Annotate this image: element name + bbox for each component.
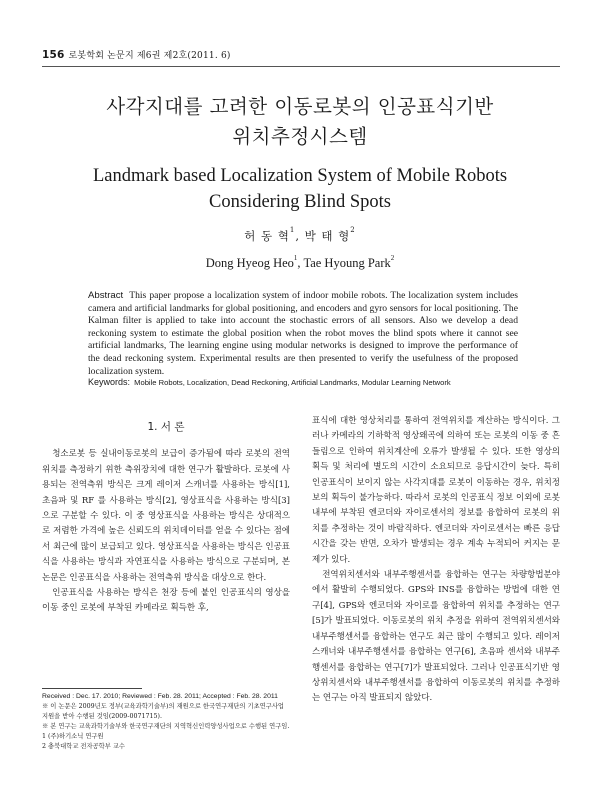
running-header [42, 48, 231, 61]
funding-note-1: ※ 이 논문은 2009년도 정부(교육과학기술부)의 재원으로 한국연구재단의 기초연구사업 지원을 받아 수행된 것임(2009-0071715). [42, 703, 284, 720]
korean-title [0, 92, 600, 152]
affiliation-2: 2 충북대학교 전자공학부 교수 [42, 743, 126, 750]
author-1-en-affil: 1 [293, 254, 298, 262]
paragraph: 전역위치센서와 내부주행센서를 융합하는 연구는 차량항법분야에서 활발히 수행되었다. GPS와 INS를 융합하는 방법에 대한 연구[4], GPS와 엔코더와 자이로를 융합하여 위치를 추정하는 연구[5]가 발표되었다. 이동로봇의 위치 추정을 위하여 전역위치센서와 내부주행센서를 융합하는 연구도 최근 많이 수행되고 있다. 레이저스캐너와 내부주행센서를 융합하는 연구[6], 초음파 센서와 내부주행센서를 융합하는 연구[7]가 발표되었다. 그러나 인공표식기반 영상위치센서와 내부주행센서를 융합하여 이동로봇의 위치를 추정하는 연구는 아직 발표되지 않았다. [312, 570, 560, 704]
english-title-line-1: Landmark based Localization System of Mobile Robots [92, 166, 508, 186]
paragraph: 인공표식을 사용하는 방식은 천장 등에 붙인 인공표식의 영상을 이동 중인 로봇에 부착된 카메라로 획득한 후, [42, 588, 290, 614]
abstract [88, 290, 518, 378]
author-2-ko-affil: 2 [350, 226, 356, 234]
received-dates: Received : Dec. 17. 2010; Reviewed : Feb. 28. 2011; Accepted : Feb. 28. 2011 [42, 693, 278, 700]
footnote-rule [42, 688, 142, 689]
author-2-ko: 박 태 형 [304, 229, 351, 243]
paragraph: 표식에 대한 영상처리를 통하여 전역위치를 계산하는 방식이다. 그러나 카메라의 기하학적 영상왜곡에 의하여 또는 로봇의 이동 중 흔들림으로 인하여 위치계산에 오류가 발생될 수 있다. 또한 영상의 획득 및 처리에 별도의 시간이 소요되므로 응답시간이 늦다. 특히 인공표식이 보이지 않는 사각지대를 로봇이 이동하는 경우, 위치정보의 획득이 불가능하다. 따라서 로봇의 인공표식 정보 이외에 로봇 내부에 부착된 엔코더와 자이로센서의 정보를 융합하여 로봇의 위치를 추정하는 것이 바람직하다. 엔코더와 자이로센서는 빠른 응답시간을 갖는 반면, 오차가 발생되는 경우 계속 누적되어 커지는 문제가 있다. [312, 416, 560, 565]
page-number: 156 [42, 49, 65, 61]
author-2-en-affil: 2 [390, 254, 395, 262]
korean-title-line-1: 사각지대를 고려한 이동로봇의 인공표식기반 [106, 95, 494, 118]
korean-authors [0, 228, 600, 244]
author-1-en: Dong Hyeog Heo [205, 256, 294, 270]
keywords [88, 377, 528, 387]
abstract-text: This paper propose a localization system of indoor mobile robots. The localization system includes camera and artificial landmarks for global positioning, and encoders and gyro sensors for local positioning. The Kalman filter is applied to take into account the stochastic errors of all sensors. Also we develop a dead reckoning system to estimate the global position when the robot moves the blind spots where it cannot see artificial landmarks, The learning engine using modular networks is designed to improve the performance of the dead reckoning system. Experimental results are then presented to verify the usefulness of the proposed localization system. [88, 290, 518, 377]
funding-note-2: ※ 본 연구는 교육과학기술부와 한국연구재단의 지역혁신인력양성사업으로 수행된 연구임. [42, 723, 290, 730]
english-title-line-2: Considering Blind Spots [209, 192, 391, 212]
abstract-label: Abstract [88, 290, 124, 301]
footnotes [42, 692, 292, 752]
journal-name: 로봇학회 논문지 제6권 제2호(2011. 6) [68, 51, 231, 61]
author-1-ko-affil: 1 [289, 226, 296, 234]
keywords-text: Mobile Robots, Localization, Dead Reckoning, Artificial Landmarks, Modular Learning Network [134, 378, 451, 387]
keywords-label: Keywords: [88, 377, 131, 387]
english-authors [0, 256, 600, 271]
affiliation-1: 1 (주)하기소닉 연구원 [42, 733, 104, 740]
author-2-en: Tae Hyoung Park [303, 256, 391, 270]
right-column [312, 414, 560, 707]
paragraph: 청소로봇 등 실내이동로봇의 보급이 증가됨에 따라 로봇의 전역위치를 측정하기 위한 측위장치에 대한 연구가 활발하다. 로봇에 사용되는 전역측위 방식은 크게 레이저 스캐너를 사용하는 방식[1], 초음파 및 RF 를 사용하는 방식[2], 영상표식을 사용하는 방식[3]으로 구분할 수 있다. 이 중 영상표식을 사용하는 방식은 상대적으로 저렴한 가격에 높은 신뢰도의 위치데이터를 얻을 수 있다는 점에서 최근에 많이 보급되고 있다. 영상표식을 사용하는 방식은 인공표식을 사용하는 방식과 자연표식을 사용하는 방식으로 구분되며, 본 논문은 인공표식을 사용하는 전역측위 방식을 대상으로 한다. [42, 449, 290, 583]
left-column [42, 414, 290, 617]
section-title: 1. 서 론 [147, 421, 185, 433]
author-separator: , [297, 256, 304, 270]
header-rule [42, 66, 560, 67]
author-1-ko: 허 동 혁 [244, 229, 290, 243]
author-separator: , [295, 229, 305, 243]
english-title [0, 163, 600, 215]
korean-title-line-2: 위치추정시스템 [232, 125, 368, 148]
